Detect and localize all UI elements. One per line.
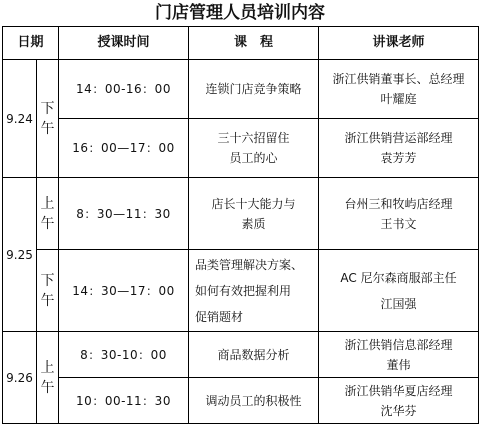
course-line: 三十六招留住 xyxy=(217,131,290,145)
table-row xyxy=(3,332,479,378)
course-cell xyxy=(189,119,319,178)
course-cell xyxy=(189,250,319,332)
half-day-cell: 上午 xyxy=(37,332,59,424)
course-line: 素质 xyxy=(241,216,266,231)
teacher-cell xyxy=(319,119,479,178)
teacher-name: 王书文 xyxy=(380,216,417,231)
half-day-cell: 下午 xyxy=(37,250,59,332)
teacher-cell xyxy=(319,332,479,378)
teacher-name: 叶耀庭 xyxy=(380,92,417,106)
half-day-cell: 上午 xyxy=(37,178,59,250)
course-cell xyxy=(189,178,319,250)
teacher-name: 董伟 xyxy=(386,357,411,372)
table-row xyxy=(3,378,479,424)
time-cell: 16：00—17：00 xyxy=(59,119,189,178)
course-cell: 商品数据分析 xyxy=(189,332,319,378)
date-cell: 9.24 xyxy=(3,60,37,178)
time-cell: 8：30—11：30 xyxy=(59,178,189,250)
time-cell: 14：30—17：00 xyxy=(59,250,189,332)
time-cell: 14：00-16：00 xyxy=(59,60,189,119)
date-cell: 9.26 xyxy=(3,332,37,424)
course-line: 员工的心 xyxy=(229,151,278,165)
header-time: 授课时间 xyxy=(59,27,189,60)
teacher-title: AC 尼尔森商服部主任 xyxy=(340,270,457,285)
teacher-title: 浙江供销华夏店经理 xyxy=(344,383,453,398)
header-row xyxy=(3,27,479,60)
date-cell: 9.25 xyxy=(3,178,37,332)
teacher-title: 浙江供销信息部经理 xyxy=(344,337,453,352)
teacher-cell xyxy=(319,378,479,424)
course-line: 店长十大能力与 xyxy=(211,196,296,211)
half-day-cell: 下午 xyxy=(37,60,59,178)
header-date: 日期 xyxy=(3,27,59,60)
table-row xyxy=(3,178,479,250)
course-line: 品类管理解决方案、 xyxy=(195,257,304,272)
teacher-title: 台州三和牧屿店经理 xyxy=(344,196,453,211)
header-teacher: 讲课老师 xyxy=(319,27,479,60)
time-cell: 8：30-10：00 xyxy=(59,332,189,378)
teacher-name: 沈华芬 xyxy=(380,403,417,418)
teacher-title: 浙江供销营运部经理 xyxy=(344,131,453,145)
course-cell: 调动员工的积极性 xyxy=(189,378,319,424)
header-course: 课 程 xyxy=(189,27,319,60)
table-row xyxy=(3,119,479,178)
course-line: 促销题材 xyxy=(195,309,244,324)
table-row xyxy=(3,250,479,332)
teacher-cell xyxy=(319,60,479,119)
teacher-cell xyxy=(319,178,479,250)
page-title: 门店管理人员培训内容 xyxy=(155,3,325,23)
teacher-title: 浙江供销董事长、总经理 xyxy=(332,72,465,86)
teacher-name: 袁芳芳 xyxy=(380,151,417,165)
training-schedule-table xyxy=(2,26,479,424)
teacher-name: 江国强 xyxy=(380,296,417,311)
table-row xyxy=(3,60,479,119)
teacher-cell xyxy=(319,250,479,332)
course-cell: 连锁门店竞争策略 xyxy=(189,60,319,119)
course-line: 如何有效把握利用 xyxy=(195,283,292,298)
time-cell: 10：00-11：30 xyxy=(59,378,189,424)
